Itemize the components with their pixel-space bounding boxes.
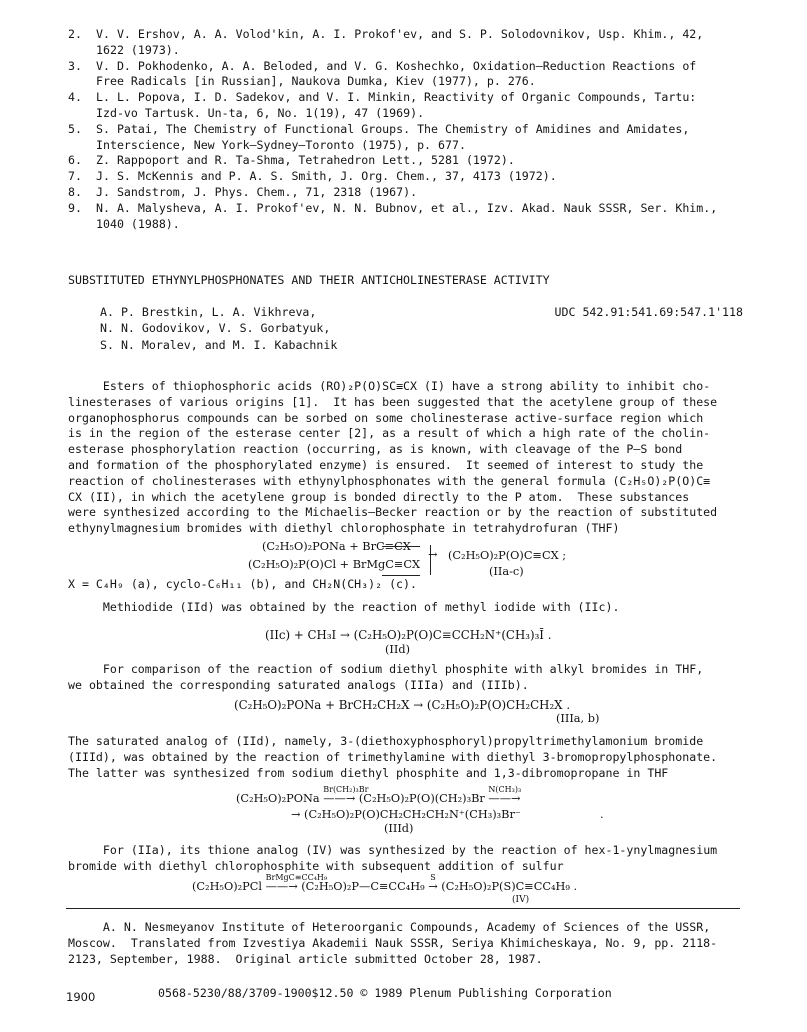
- equation-1-reactants-b: (C₂H₅O)₂P(O)Cl + BrMgC≡CX: [248, 558, 421, 571]
- equation-2-label: (IId): [385, 643, 410, 656]
- equation-1-bracket-bottom: [382, 575, 420, 576]
- equation-4-reagent-2: N(CH₃)₃: [488, 785, 522, 794]
- equation-5-reagent-2: S: [430, 873, 436, 882]
- equation-4-line-1: [236, 785, 522, 806]
- author-list: A. P. Brestkin, L. A. Vikhreva, N. N. Godovikov, V. S. Gorbatyuk, S. N. Moralev, and M. I. Kabachnik: [100, 305, 338, 352]
- equation-1-product: (C₂H₅O)₂P(O)C≡CX ;: [448, 549, 567, 562]
- equation-1-reactants-a: (C₂H₅O)₂PONa + BrC≡CX: [262, 540, 411, 553]
- article-title: SUBSTITUTED ETHYNYLPHOSPHONATES AND THEIR ANTICHOLINESTERASE ACTIVITY: [68, 273, 550, 287]
- reference-item: 2. V. V. Ershov, A. A. Volod'kin, A. I. Prokof'ev, and S. P. Solodovnikov, Usp. Khim., 42, 1622 (1973).: [68, 27, 704, 57]
- substituent-definition: X = C₄H₉ (a), cyclo-C₆H₁₁ (b), and CH₂N(CH₃)₂ (c).: [68, 577, 418, 591]
- equation-4-period: .: [600, 808, 604, 821]
- thione-analog-paragraph: For (IIa), its thione analog (IV) was synthesized by the reaction of hex-1-ynylmagnesium bromide with diethyl chlorophosphite with subsequent addition of sulfur: [68, 843, 718, 873]
- equation-3: (C₂H₅O)₂PONa + BrCH₂CH₂X → (C₂H₅O)₂P(O)CH₂CH₂X .: [234, 698, 571, 712]
- equation-5: [192, 873, 578, 894]
- equation-4-label: (IIId): [384, 822, 414, 835]
- intro-paragraph: Esters of thiophosphoric acids (RO)₂P(O)SC≡CX (I) have a strong ability to inhibit cho- linesterases of various origins [1]. It has been suggested that the acetylene group of these organophosphorus compounds can be sorbed on some cholinesterase active-surface region which is in the region of the esterase center [2], as a result of which a high rate of the cholin- esterase phosphorylation reaction (occurring, as is known, with cleavage of the P—S bond and formation of the phosphorylated enzyme) is ensured. It seemed of interest to study the reaction of cholinesterases with ethynylphosphonates with the general formula (C₂H₅O)₂P(O)C≡ CX (II), in which the acetylene group is bonded directly to the P atom. These substances were synthesized according to the Michaelis—Becker reaction or by the reaction of substituted ethynylmagnesium bromides with diethyl chlorophosphate in tetrahydrofuran (THF): [68, 379, 718, 536]
- equation-4-arrow-2: N(CH₃)₃ ——→: [488, 785, 522, 805]
- equation-1-bracket-top: [382, 546, 420, 547]
- reference-item: 7. J. S. McKennis and P. A. S. Smith, J. Org. Chem., 37, 4173 (1972).: [68, 169, 557, 184]
- equation-5-label: (IV): [512, 895, 530, 905]
- equation-5-arrow-1: BrMgC≡CC₄H₉ ——→: [265, 873, 328, 893]
- equation-4-reagent-1: Br(CH₂)₃Br: [323, 785, 369, 794]
- equation-1-arrow: →: [428, 548, 438, 561]
- reference-item: 5. S. Patai, The Chemistry of Functional Groups. The Chemistry of Amidines and Amidates, Interscience, New York—Sydney—Toronto (1975), p. 677.: [68, 121, 690, 152]
- methiodide-paragraph: Methiodide (IId) was obtained by the reaction of methyl iodide with (IIc).: [68, 600, 620, 614]
- reference-item: 6. Z. Rappoport and R. Ta-Shma, Tetrahedron Lett., 5281 (1972).: [68, 153, 515, 168]
- equation-5-product: (C₂H₅O)₂P(S)C≡CC₄H₉ .: [441, 880, 578, 893]
- equation-5-reactant: (C₂H₅O)₂PCl: [192, 880, 263, 893]
- reference-list: [68, 27, 768, 232]
- equation-4-line-2: → (C₂H₅O)₂P(O)CH₂CH₂CH₂N⁺(CH₃)₃Br⁻: [291, 808, 521, 821]
- equation-5-intermediate: (C₂H₅O)₂P—C≡CC₄H₉: [301, 880, 425, 893]
- equation-2: (IIc) + CH₃I → (C₂H₅O)₂P(O)C≡CCH₂N⁺(CH₃)₃Ī .: [265, 628, 552, 642]
- equation-5-arrow-2: S →: [428, 873, 438, 893]
- footnote: A. N. Nesmeyanov Institute of Heteroorganic Compounds, Academy of Sciences of the USSR, Moscow. Translated from Izvestiya Akademii Nauk SSSR, Seriya Khimicheskaya, No. 9, pp. 2118- 2123, September, 1988. Original article submitted October 28, 1987.: [68, 920, 718, 966]
- reference-item: 9. N. A. Malysheva, A. I. Prokof'ev, N. N. Bubnov, et al., Izv. Akad. Nauk SSSR, Ser. Khim., 1040 (1988).: [68, 200, 718, 231]
- reference-item: 4. L. L. Popova, I. D. Sadekov, and V. I. Minkin, Reactivity of Organic Compounds, Tartu: Izd-vo Tartusk. Un-ta, 6, No. 1(19), 47 (1969).: [68, 90, 697, 120]
- equation-5-reagent-1: BrMgC≡CC₄H₉: [265, 873, 328, 882]
- equation-1-label: (IIa-c): [489, 565, 524, 578]
- equation-4-reactant: (C₂H₅O)₂PONa: [236, 792, 320, 805]
- reference-item: 3. V. D. Pokhodenko, A. A. Beloded, and V. G. Koshechko, Oxidation—Reduction Reactions of Free Radicals [in Russian], Naukova Dumka, Kiev (1977), p. 276.: [68, 58, 697, 89]
- reference-item: 8. J. Sandstrom, J. Phys. Chem., 71, 2318 (1967).: [68, 184, 418, 199]
- equation-4-intermediate: (C₂H₅O)₂P(O)(CH₂)₃Br: [358, 792, 485, 805]
- saturated-analog-paragraph: The saturated analog of (IId), namely, 3-(diethoxyphosphoryl)propyltrimethylamonium bromide (IIId), was obtained by the reaction of trimethylamine with diethyl 3-bromopropylphosphonate. The latter was synthesized from sodium diethyl phosphite and 1,3-dibromopropane in THF: [68, 734, 718, 780]
- equation-3-label: (IIIa, b): [556, 712, 600, 725]
- page-number: 1900: [66, 990, 96, 1004]
- copyright-line: 0568-5230/88/3709-1900$12.50 © 1989 Plenum Publishing Corporation: [158, 986, 612, 1000]
- equation-4-arrow-1: Br(CH₂)₃Br ——→: [323, 785, 369, 805]
- comparison-paragraph: For comparison of the reaction of sodium diethyl phosphite with alkyl bromides in THF, we obtained the corresponding saturated analogs (IIIa) and (IIIb).: [68, 662, 704, 692]
- udc-code: UDC 542.91:541.69:547.1'118: [554, 305, 743, 319]
- footnote-divider: [66, 908, 740, 909]
